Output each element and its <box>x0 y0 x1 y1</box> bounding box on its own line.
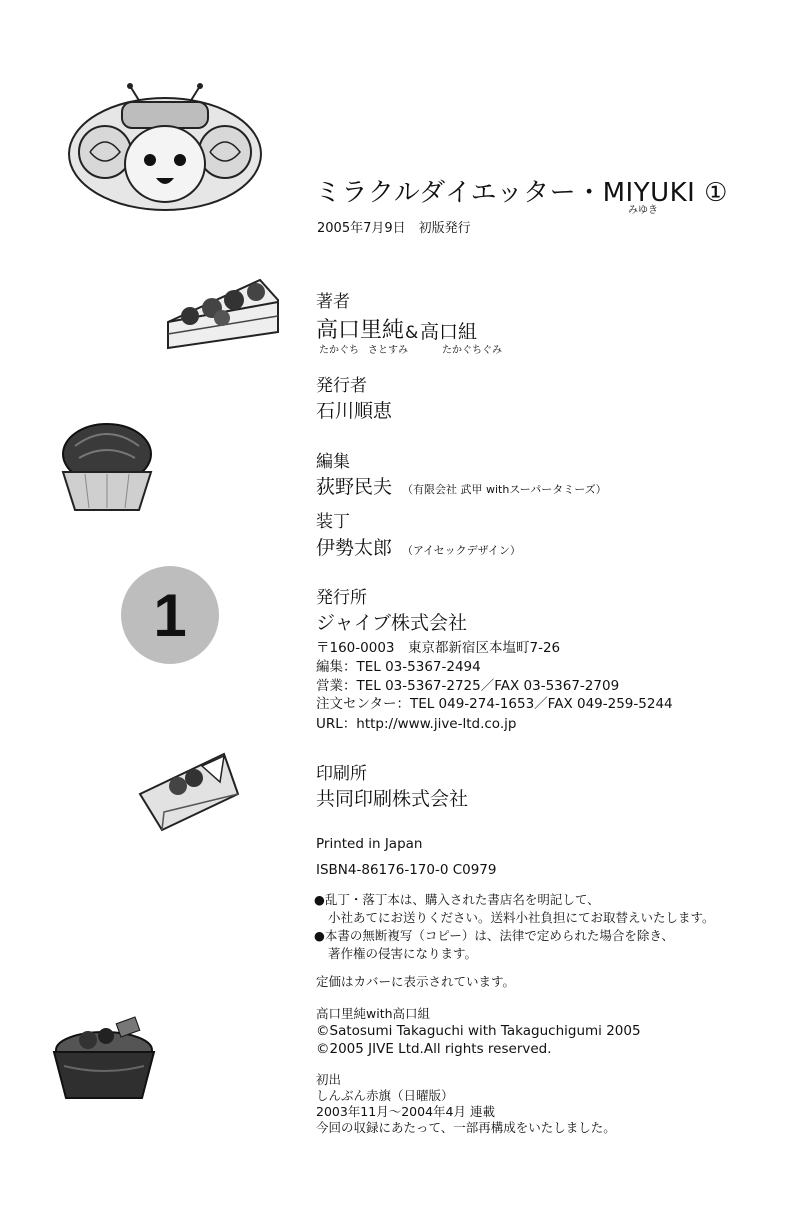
copyright-line-2: ©Satosumi Takaguchi with Takaguchigumi 2005 <box>316 1023 641 1039</box>
isbn: ISBN4-86176-170-0 C0979 <box>316 862 497 878</box>
publisher-name: ジャイブ株式会社 <box>316 612 468 634</box>
price-note: 定価はカバーに表示されています。 <box>316 974 516 989</box>
printer-label: 印刷所 <box>316 764 367 784</box>
author-amp: & <box>405 323 419 343</box>
author-ruby-1: たかぐち <box>319 345 359 356</box>
design-note: （アイセックデザイン） <box>402 544 521 557</box>
publisher-sales-tel: 営業：TEL 03-5367-2725／FAX 03-5367-2709 <box>316 678 620 694</box>
design-name: 伊勢太郎 <box>316 537 393 559</box>
copyright-line-1: 高口里純with高口組 <box>316 1006 431 1021</box>
book-title: ミラクルダイエッター・MIYUKI ① <box>315 178 728 208</box>
publisher-order-tel: 注文センター：TEL 049-274-1653／FAX 049-259-5244 <box>316 696 673 712</box>
volume-badge: 1 <box>121 566 219 664</box>
author-ruby-3: たかぐちぐみ <box>442 345 502 356</box>
publisher-address: 〒160-0003 東京都新宿区本塩町7-26 <box>316 640 561 656</box>
editor-note: （有限会社 武甲 withスーパータミーズ） <box>402 483 607 496</box>
cake-slice-illustration <box>160 272 285 354</box>
design-label: 装丁 <box>316 512 350 532</box>
publish-date: 2005年7月9日 初版発行 <box>317 221 471 236</box>
editor-label: 編集 <box>316 452 350 472</box>
berry-tart-illustration <box>44 1010 162 1102</box>
note-line-2: 小社あてにお送りください。送料小社負担にてお取替えいたします。 <box>328 910 715 925</box>
author-label: 著者 <box>316 292 350 312</box>
title-ruby: みゆき <box>628 205 658 216</box>
cupcake-illustration <box>55 414 160 514</box>
author-name-b: 高口組 <box>420 321 478 343</box>
printed-in: Printed in Japan <box>316 836 423 852</box>
note-line-1: ●乱丁・落丁本は、購入された書店名を明記して、 <box>314 892 600 907</box>
author-name-a: 高口里純 <box>316 318 405 343</box>
printer-name: 共同印刷株式会社 <box>316 788 469 810</box>
note-line-3: ●本書の無断複写（コピー）は、法律で定められた場合を除き、 <box>314 928 674 943</box>
first-pub-line-2: 2003年11月～2004年4月 連載 <box>316 1104 495 1119</box>
first-pub-label: 初出 <box>316 1072 342 1087</box>
first-pub-line-1: しんぶん赤旗（日曜版） <box>316 1088 454 1103</box>
mascot-illustration <box>60 82 270 217</box>
publisher-person-label: 発行者 <box>316 376 367 396</box>
tart-illustration <box>132 748 244 836</box>
first-pub-line-3: 今回の収録にあたって、一部再構成をいたしました。 <box>316 1120 616 1135</box>
publisher-label: 発行所 <box>316 588 367 608</box>
publisher-edit-tel: 編集：TEL 03-5367-2494 <box>316 659 481 675</box>
author-ruby-2: さとすみ <box>368 345 408 356</box>
editor-name: 荻野民夫 <box>316 476 393 498</box>
publisher-url: URL：http://www.jive-ltd.co.jp <box>316 716 517 732</box>
copyright-line-3: ©2005 JIVE Ltd.All rights reserved. <box>316 1041 552 1057</box>
publisher-person-name: 石川順恵 <box>316 400 393 422</box>
note-line-4: 著作権の侵害になります。 <box>328 946 478 961</box>
